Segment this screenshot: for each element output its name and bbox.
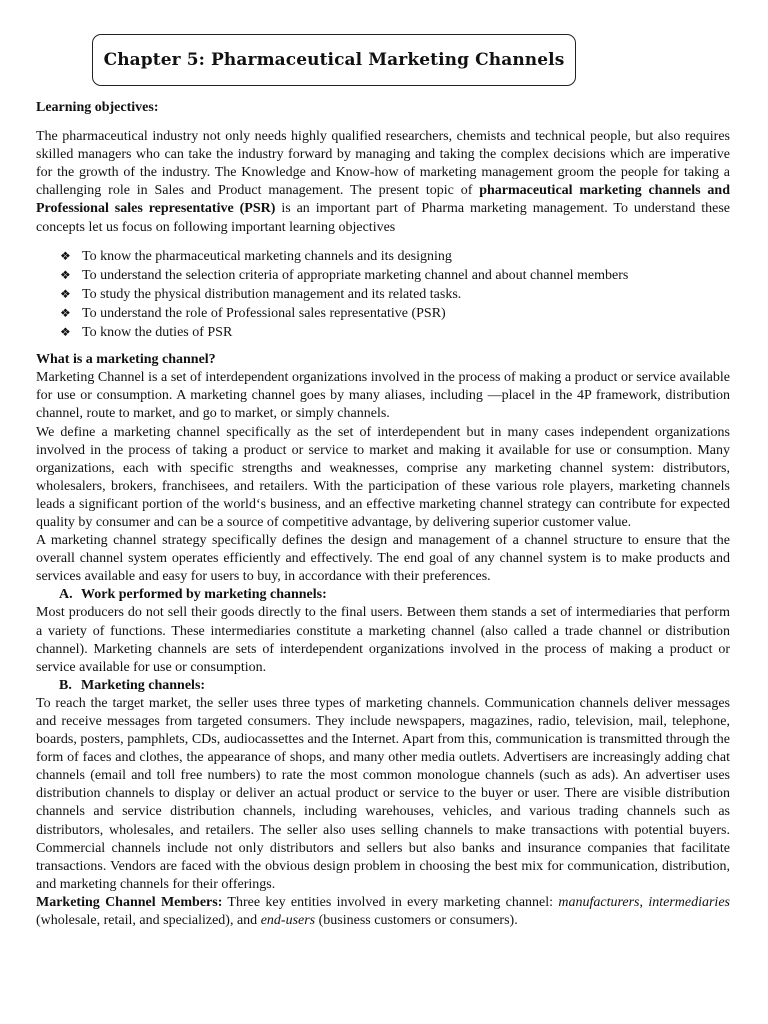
document-body	[36, 99, 730, 930]
members-text: (wholesale, retail, and specialized), and	[36, 913, 261, 929]
section-a-heading	[36, 586, 730, 604]
list-item	[60, 304, 730, 323]
intro-bold-text: pharmaceutical marketing channels and Professional sales representative (PSR)	[36, 183, 731, 217]
members-text: (business customers or consumers).	[315, 913, 518, 929]
intro-text-1: The pharmaceutical industry not only needs highly qualified researchers, chemists and technical people, but also requires skilled managers who can take the industry forward by managing and taking the complex decisions which are imperative for the growth of the industry. The Knowledge and Know-how of marketing management groom the people for taking a challenging role in Sales and Product management. The present topic of	[36, 129, 730, 199]
objective-text: To study the physical distribution management and its related tasks.	[82, 286, 462, 302]
objective-text: To know the duties of PSR	[82, 325, 233, 341]
intro-paragraph	[36, 128, 730, 237]
section-b-heading	[36, 677, 730, 695]
section-a-title: Work performed by marketing channels:	[81, 587, 327, 603]
what-is-heading: What is a marketing channel?	[36, 352, 216, 368]
list-item	[60, 285, 730, 304]
members-italic: end-users	[260, 913, 316, 929]
body-paragraph: A marketing channel strategy specifically defines the design and management of a channel structure to ensure that the overall channel system operates efficiently and effectively. The end goal of any channel system is to make products and services available and easy for users to buy, in accordance with their preferences.	[36, 533, 730, 585]
list-item	[60, 247, 730, 266]
document-page	[36, 34, 730, 930]
section-a-letter: A.	[59, 587, 73, 603]
members-label: Marketing Channel Members:	[36, 894, 223, 910]
diamond-bullet-icon: ❖	[60, 305, 71, 320]
diamond-bullet-icon: ❖	[60, 286, 71, 301]
members-italic: intermediaries	[648, 894, 730, 910]
members-paragraph	[36, 894, 730, 930]
diamond-bullet-icon: ❖	[60, 325, 71, 340]
learning-objectives-heading: Learning objectives:	[36, 100, 159, 115]
diamond-bullet-icon: ❖	[60, 248, 71, 263]
objective-text: To understand the role of Professional sales representative (PSR)	[82, 305, 446, 321]
chapter-title-box	[92, 34, 576, 86]
section-a-paragraph: Most producers do not sell their goods directly to the final users. Between them stands a set of intermediaries that perform a variety of functions. These intermediaries constitute a marketing channel (also called a trade channel or distribution channel). Marketing channels are sets of interdependent organizations involved in the process of making a product or service available for use or consumption.	[36, 605, 730, 675]
section-b-letter: B.	[59, 677, 72, 693]
body-paragraph: Marketing Channel is a set of interdependent organizations involved in the process of making a product or service available for use or consumption. A marketing channel goes by many aliases, including ―placeǁ in the 4P framework, distribution channel, route to market, and go to market, or simply channels.	[36, 370, 730, 422]
intro-text-2: is an important part of Pharma marketing management. To understand these concepts let us focus on following important learning objectives	[36, 201, 730, 235]
members-text: ,	[639, 894, 649, 910]
list-item	[60, 323, 730, 342]
body-paragraph: We define a marketing channel specifically as the set of interdependent but in many cases independent organizations involved in the process of taking a product or service to market and making it available for use or consumption. Many organizations, each with specific strengths and weaknesses, comprise any marketing channel system: distributors, wholesalers, brokers, franchisees, and retailers. With the participation of these various role players, marketing channels leads a significant portion of the world‘s business, and an effective marketing channel strategy can contribute for expected quality by consumer and can be a source of competitive advantage, by delivering superior customer value.	[36, 424, 730, 530]
members-text: Three key entities involved in every marketing channel:	[222, 894, 559, 910]
objectives-list	[60, 247, 730, 342]
chapter-title: Chapter 5: Pharmaceutical Marketing Channels	[103, 50, 565, 70]
diamond-bullet-icon: ❖	[60, 267, 71, 282]
section-b-paragraph: To reach the target market, the seller uses three types of marketing channels. Communication channels deliver messages and receive messages from targeted consumers. They include newspapers, magazines, radio, television, mail, telephone, boards, posters, pamphlets, CDs, audiocassettes and the Internet. Apart from this, communication is transmitted through the form of faces and clothes, the appearance of shops, and many other media outlets. Advertisers are increasingly adding chat channels (email and toll free numbers) to rate the most common monologue channels (such as ads). An advertiser uses distribution channels to display or deliver an actual product or service to the buyer or user. There are visible distribution channels and service distribution channels, including warehouses, vehicles, and various trading channels such as distributors, wholesales, and retailers. The seller also uses selling channels to make transactions with potential buyers. Commercial channels include not only distributors and sellers but also banks and insurance companies that facilitate transactions. Vendors are faced with the obvious design problem in choosing the best mix for communication, distribution, and marketing channels for their offerings.	[36, 695, 730, 892]
objective-text: To understand the selection criteria of appropriate marketing channel and about channel members	[82, 267, 629, 283]
list-item	[60, 266, 730, 285]
section-b-title: Marketing channels:	[81, 677, 206, 693]
objective-text: To know the pharmaceutical marketing channels and its designing	[82, 248, 452, 264]
members-italic: manufacturers	[558, 894, 640, 910]
